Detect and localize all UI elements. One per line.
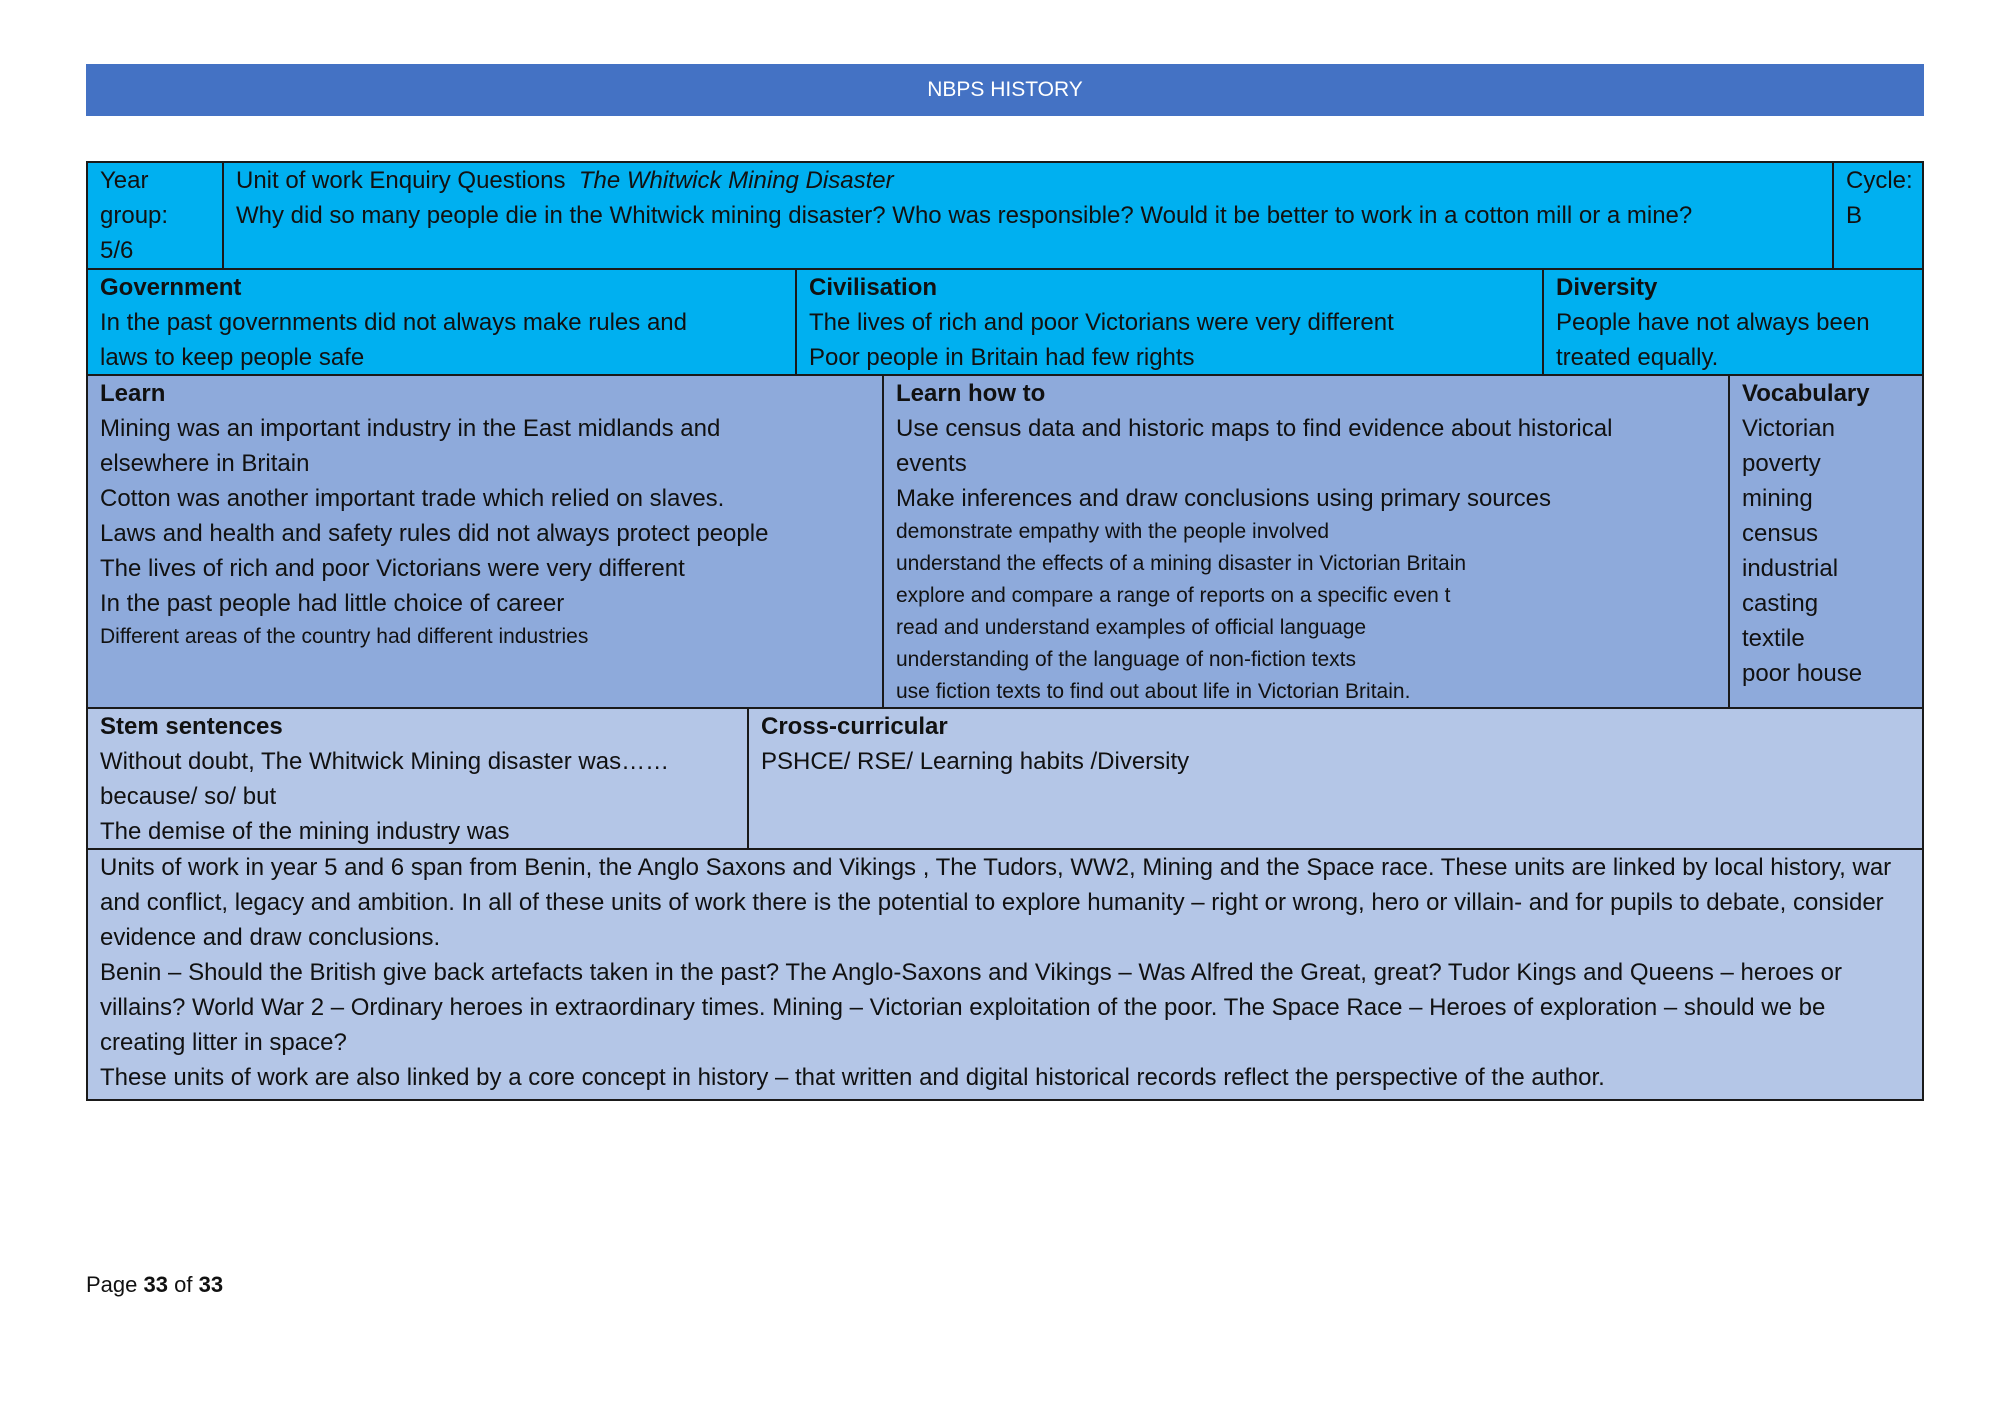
government-line: laws to keep people safe	[100, 344, 365, 371]
page-header-banner	[86, 64, 1924, 116]
government-cell	[88, 270, 795, 374]
learn-how-line-small: read and understand examples of official language	[896, 616, 1367, 639]
vocabulary-word: poverty	[1742, 450, 1821, 477]
civilisation-heading: Civilisation	[809, 274, 938, 301]
enquiry-questions: Why did so many people die in the Whitwick mining disaster? Who was responsible? Would it be better to work in a cotton mill or a mine?	[236, 202, 1693, 229]
diversity-line: People have not always been	[1556, 309, 1870, 336]
enquiry-heading	[236, 163, 1822, 198]
cycle-label: Cycle:	[1846, 167, 1913, 194]
learning-row	[88, 374, 1922, 707]
learn-line: Cotton was another important trade which relied on slaves.	[100, 485, 725, 512]
learn-how-line-small: use fiction texts to find out about life in Victorian Britain.	[896, 680, 1411, 703]
learn-how-line-small: explore and compare a range of reports on a specific even t	[896, 584, 1451, 607]
summary-paragraph: Benin – Should the British give back artefacts taken in the past? The Anglo-Saxons and Vikings – Was Alfred the Great, great? Tudor Kings and Queens – heroes or villains? World War 2 – Ordinary heroes in extraordinary times. Mining – Victorian exploitation of the poor. The Space Race – Heroes of exploration – should we be creating litter in space?	[100, 959, 1842, 1056]
cross-line: PSHCE/ RSE/ Learning habits /Diversity	[761, 748, 1190, 775]
stem-line: The demise of the mining industry was	[100, 818, 510, 845]
vocabulary-cell	[1728, 376, 1922, 707]
total-page-number: 33	[198, 1272, 224, 1297]
current-page-number: 33	[143, 1272, 168, 1297]
diversity-line: treated equally.	[1556, 344, 1719, 371]
government-heading: Government	[100, 274, 242, 301]
vocabulary-word: casting	[1742, 590, 1819, 617]
header-title: NBPS HISTORY	[927, 78, 1083, 101]
year-group-cell	[88, 163, 222, 268]
stem-heading: Stem sentences	[100, 713, 283, 740]
learn-cell	[88, 376, 882, 707]
vocabulary-heading: Vocabulary	[1742, 380, 1870, 407]
vocabulary-word: industrial	[1742, 555, 1839, 582]
vocabulary-word: census	[1742, 520, 1819, 547]
enquiry-title: The Whitwick Mining Disaster	[578, 167, 894, 194]
learn-how-cell	[882, 376, 1728, 707]
learn-heading: Learn	[100, 380, 166, 407]
learn-how-line: events	[896, 450, 967, 477]
learn-line: Mining was an important industry in the East midlands and	[100, 415, 721, 442]
learn-line: elsewhere in Britain	[100, 450, 310, 477]
learn-line: Laws and health and safety rules did not always protect people	[100, 520, 769, 547]
summary-cell	[88, 850, 1922, 1099]
page-footer	[86, 1272, 223, 1298]
summary-paragraph: These units of work are also linked by a core concept in history – that written and digital historical records reflect the perspective of the author.	[100, 1064, 1605, 1091]
vocabulary-word: poor house	[1742, 660, 1863, 687]
concepts-row	[88, 268, 1922, 374]
cycle-value: B	[1846, 202, 1863, 229]
government-line: In the past governments did not always make rules and	[100, 309, 687, 336]
civilisation-line: Poor people in Britain had few rights	[809, 344, 1195, 371]
cross-heading: Cross-curricular	[761, 713, 948, 740]
enquiry-prefix: Unit of work Enquiry Questions	[236, 167, 566, 194]
learn-how-line-small: understanding of the language of non-fiction texts	[896, 648, 1356, 671]
summary-row	[88, 848, 1922, 1099]
cross-curricular-cell	[747, 709, 1922, 848]
year-group-value: 5/6	[100, 237, 134, 264]
page-word: Page	[86, 1272, 138, 1297]
learn-line-small: Different areas of the country had different industries	[100, 625, 589, 648]
enquiry-row	[88, 163, 1922, 268]
summary-paragraph: Units of work in year 5 and 6 span from Benin, the Anglo Saxons and Vikings , The Tudors, WW2, Mining and the Space race. These units are linked by local history, war and conflict, legacy and ambition. In all of these units of work there is the potential to explore humanity – right or wrong, hero or villain- and for pupils to debate, consider evidence and draw conclusions.	[100, 854, 1892, 951]
learn-how-line-small: demonstrate empathy with the people involved	[896, 520, 1330, 543]
stem-sentences-cell	[88, 709, 747, 848]
civilisation-line: The lives of rich and poor Victorians were very different	[809, 309, 1394, 336]
learn-how-line: Make inferences and draw conclusions using primary sources	[896, 485, 1551, 512]
learn-line: In the past people had little choice of career	[100, 590, 565, 617]
diversity-cell	[1542, 270, 1922, 374]
enquiry-cell	[222, 163, 1832, 268]
stem-line: because/ so/ but	[100, 783, 277, 810]
stem-row	[88, 707, 1922, 848]
vocabulary-word: mining	[1742, 485, 1813, 512]
stem-line: Without doubt, The Whitwick Mining disaster was……	[100, 748, 670, 775]
year-group-label: Year	[100, 167, 149, 194]
learn-line: The lives of rich and poor Victorians were very different	[100, 555, 685, 582]
vocabulary-word: textile	[1742, 625, 1805, 652]
of-word: of	[174, 1272, 193, 1297]
learn-how-line: Use census data and historic maps to find evidence about historical	[896, 415, 1613, 442]
learn-how-line-small: understand the effects of a mining disaster in Victorian Britain	[896, 552, 1467, 575]
diversity-heading: Diversity	[1556, 274, 1658, 301]
curriculum-table	[86, 161, 1924, 1101]
civilisation-cell	[795, 270, 1542, 374]
cycle-cell	[1832, 163, 1922, 268]
vocabulary-word: Victorian	[1742, 415, 1835, 442]
learn-how-heading: Learn how to	[896, 380, 1046, 407]
year-group-label-2: group:	[100, 202, 169, 229]
